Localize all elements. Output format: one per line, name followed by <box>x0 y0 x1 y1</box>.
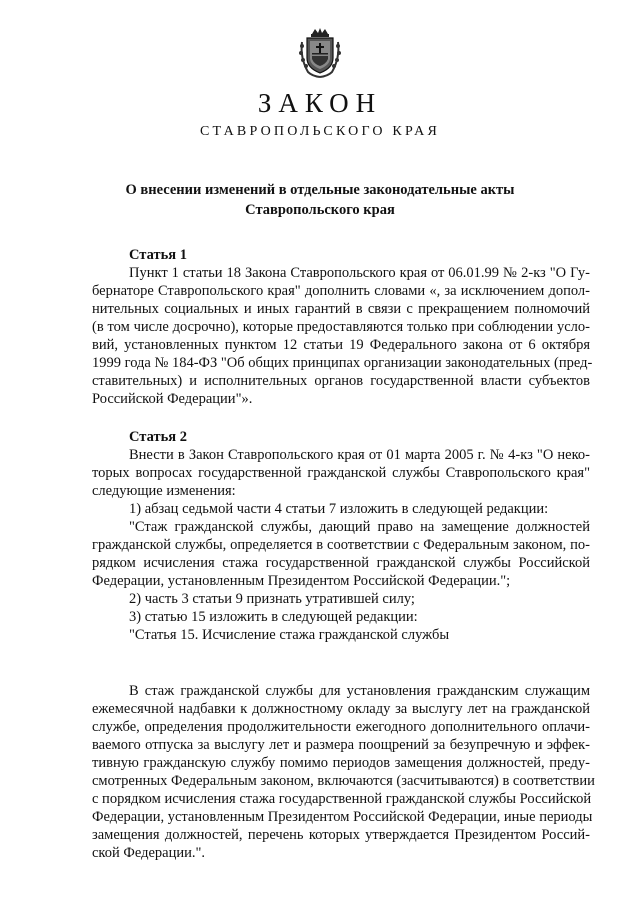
law-region: СТАВРОПОЛЬСКОГО КРАЯ <box>200 124 440 139</box>
document-title-line-2: Ставропольского края <box>245 202 395 218</box>
article-1-line: бернаторе Ставропольского края" дополнить словами «, за исключением допол- <box>92 283 590 299</box>
article-15-text <box>92 682 595 862</box>
law-title: ЗАКОН <box>257 88 383 118</box>
article-2-item-3: 3) статью 15 изложить в следующей редакции: <box>129 609 418 625</box>
article-1-heading: Статья 1 <box>129 247 187 263</box>
article-2-intro-line: следующие изменения: <box>92 483 236 499</box>
quote-line: "Стаж гражданской службы, дающий право на замещение должностей <box>129 519 590 535</box>
quote-line: Федерации, установленным Президентом Российской Федерации."; <box>92 573 511 589</box>
article-15-line: с порядком исчисления стажа государственной гражданской службы Российской <box>92 791 592 807</box>
article-1-line: (в том числе досрочно), которые предоставляются только при соблюдении усло- <box>92 319 590 335</box>
document-title-line-1: О внесении изменений в отдельные законодательные акты <box>125 182 515 198</box>
article-15-line: Федерации, установленным Президентом Российской Федерации, иные периоды <box>92 809 593 825</box>
article-1-line: Российской Федерации"». <box>92 391 253 407</box>
article-1-line: вий, установленных пунктом 12 статьи 19 Федерального закона от 6 октября <box>92 337 590 353</box>
article-2-intro-line: Внести в Закон Ставропольского края от 01 марта 2005 г. № 4-кз "О неко- <box>129 447 590 463</box>
article-15-line: ежемесячной надбавки к должностному окладу за выслугу лет на гражданской <box>92 701 590 717</box>
article-1-line: ставительных) и исполнительных органов государственной власти субъектов <box>92 373 590 389</box>
article-2-heading: Статья 2 <box>129 429 187 445</box>
article-15-line: службе, определения продолжительности ежегодного дополнительного оплачи- <box>92 719 590 735</box>
article-1-line: Пункт 1 статьи 18 Закона Ставропольского края от 06.01.99 № 2-кз "О Гу- <box>129 265 590 281</box>
document-title <box>40 180 600 220</box>
article-15-line: ской Федерации.". <box>92 845 206 861</box>
article-15-line: смотренных Федеральным законом, включаются (засчитываются) в соответствии <box>92 773 595 789</box>
coat-of-arms-icon <box>298 28 342 78</box>
article-15-line: замещения должностей, перечень которых утверждается Президентом Россий- <box>92 827 590 843</box>
document-body <box>92 246 595 862</box>
article-2-item-1: 1) абзац седьмой части 4 статьи 7 изложить в следующей редакции: <box>129 501 549 517</box>
article-1-text <box>92 264 593 408</box>
article-1-line: нительных социальных и иных гарантий в связи с прекращением полномочий <box>92 301 590 317</box>
article-15-title: "Статья 15. Исчисление стажа гражданской службы <box>129 627 450 643</box>
quote-line: гражданской службы, определяется в соответствии с Федеральным законом, по- <box>92 537 590 553</box>
article-2-item-2: 2) часть 3 статьи 9 признать утратившей силу; <box>129 591 415 607</box>
article-1-line: 1999 года № 184-ФЗ "Об общих принципах организации законодательных (пред- <box>92 355 593 371</box>
article-2-intro-line: торых вопросах государственной гражданской службы Ставропольского края" <box>92 465 590 481</box>
article-15-line: тивную гражданскую службу помимо периодов замещения должностей, преду- <box>92 755 590 771</box>
quote-line: рядком исчисления стажа государственной гражданской службы Российской <box>92 555 590 571</box>
article-15-line: ваемого отпуска за выслугу лет и размера поощрений за безупречную и эффек- <box>92 737 590 753</box>
article-2-text <box>92 446 590 644</box>
article-15-line: В стаж гражданской службы для установления гражданским служащим <box>129 683 590 699</box>
